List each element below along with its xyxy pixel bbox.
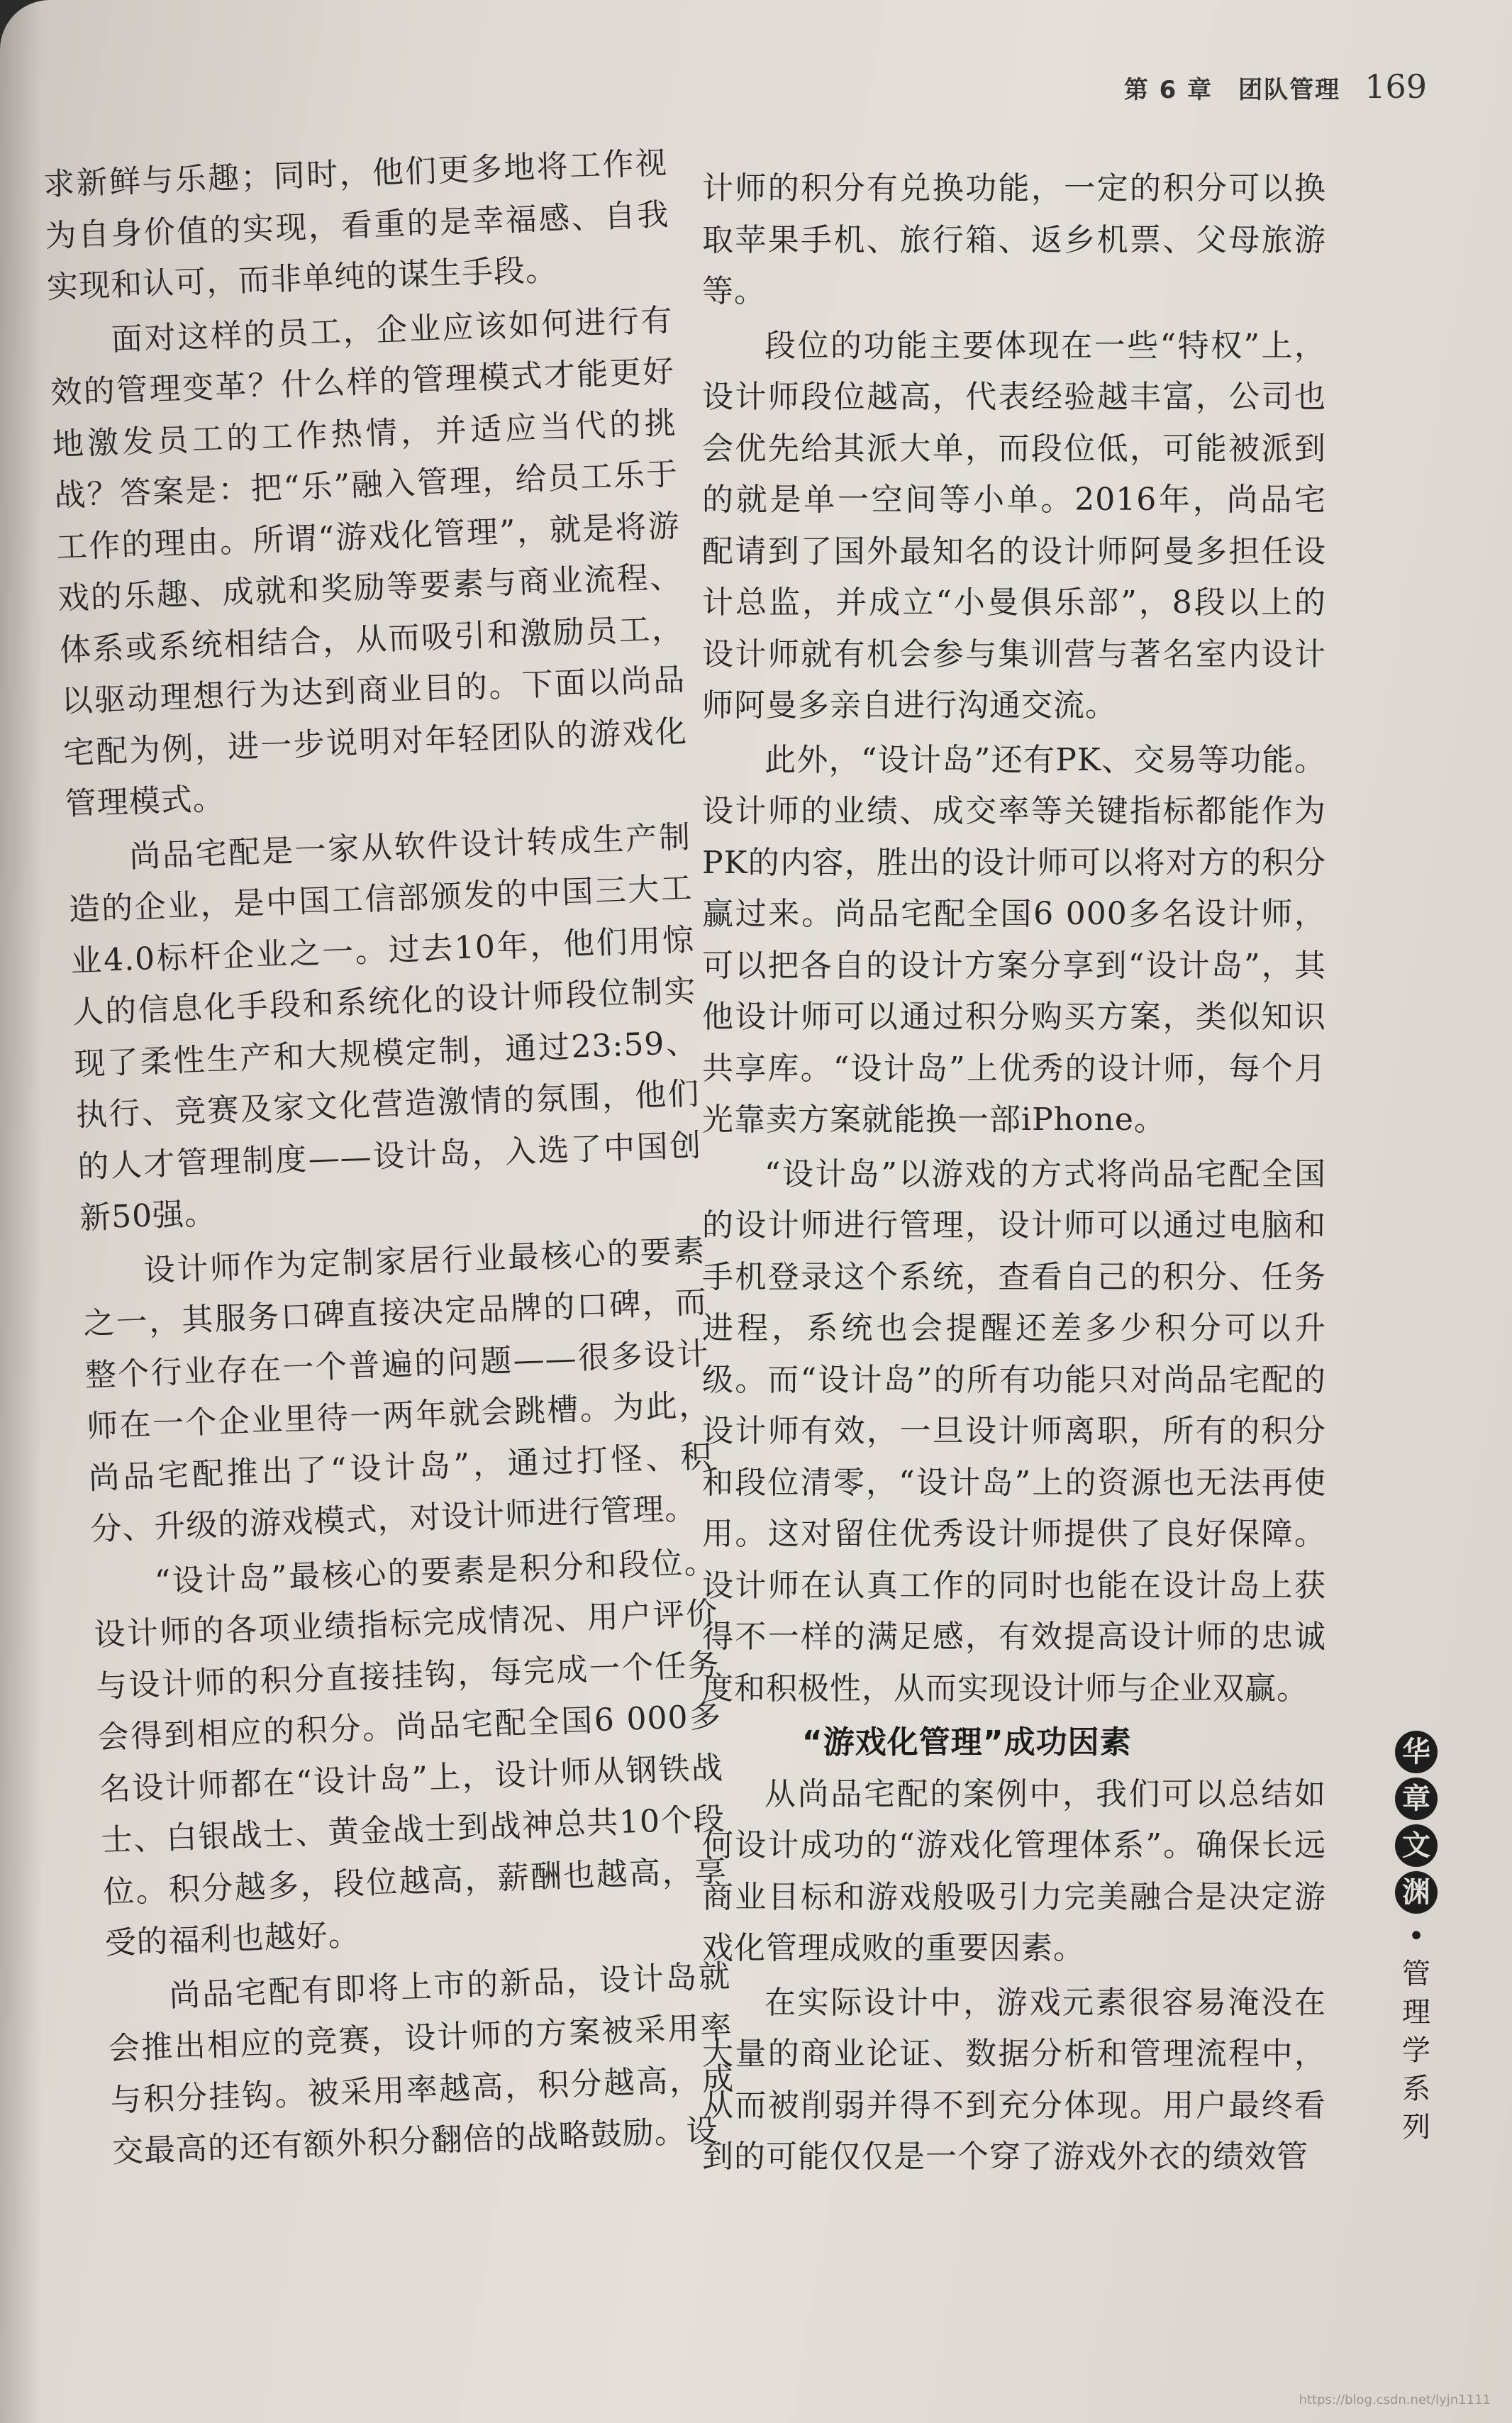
left-paragraph: 尚品宅配有即将上市的新品，设计岛就会推出相应的竞赛，设计师的方案被采用率与积分挂钩。被采用率越高，积分越高，成交最高的还有额外积分翻倍的战略鼓励。设 (108, 1958, 735, 2170)
series-name-char: 管 (1402, 1958, 1430, 1990)
left-paragraph: “设计岛”最核心的要素是积分和段位。设计师的各项业绩指标完成情况、用户评价与设计师的积分直接挂钩，每完成一个任务会得到相应的积分。尚品宅配全国6 000多名设计师都在“设计岛”上，设计师从钢铁战士、白银战士、黄金战士到战神总共10个段位。积分越多，段位越高，薪酬也越高，享受的福利也越好。 (93, 1543, 728, 1962)
left-paragraph: 设计师作为定制家居行业最核心的要素之一，其服务口碑直接决定品牌的口碑，而整个行业存在一个普遍的问题——很多设计师在一个企业里待一两年就会跳槽。为此，尚品宅配推出了“设计岛”，通过打怪、积分、升级的游戏模式，对设计师进行管理。 (82, 1232, 713, 1548)
right-column (702, 163, 1326, 2186)
page-curve-shadow (0, 0, 43, 2423)
brand-char: 渊 (1395, 1871, 1438, 1914)
chapter-title: 第 6 章 团队管理 (1123, 76, 1341, 104)
section-heading: “游戏化管理”成功因素 (801, 1724, 1132, 1761)
series-name-char: 理 (1402, 1996, 1430, 2029)
brand-char: 华 (1395, 1731, 1438, 1773)
series-name-char: 系 (1402, 2073, 1430, 2105)
right-paragraph: “设计岛”以游戏的方式将尚品宅配全国的设计师进行管理，设计师可以通过电脑和手机登录这个系统，查看自己的积分、任务进程，系统也会提醒还差多少积分可以升级。而“设计岛”的所有功能只对尚品宅配的设计师有效，一旦设计师离职，所有的积分和段位清零，“设计岛”上的资源也无法再使用。这对留住优秀设计师提供了良好保障。设计师在认真工作的同时也能在设计岛上获得不一样的满足感，有效提高设计师的忠诚度和积极性，从而实现设计师与企业双赢。 (702, 1155, 1326, 1707)
series-sidebar (1391, 1731, 1441, 2146)
left-paragraph: 求新鲜与乐趣；同时，他们更多地将工作视为自身价值的实现，看重的是幸福感、自我实现和认可，而非单纯的谋生手段。 (43, 145, 670, 306)
right-paragraph: 段位的功能主要体现在一些“特权”上，设计师段位越高，代表经验越丰富，公司也会优先给其派大单，而段位低，可能被派到的就是单一空间等小单。2016年，尚品宅配请到了国外最知名的设计师阿曼多担任设计总监，并成立“小曼俱乐部”，8段以上的设计师就有机会参与集训营与著名室内设计师阿曼多亲自进行沟通交流。 (702, 327, 1326, 723)
series-name-char: 学 (1402, 2034, 1430, 2067)
page-number: 169 (1364, 67, 1427, 106)
series-name-char: 列 (1402, 2111, 1430, 2144)
left-column (43, 138, 737, 2180)
left-paragraph: 尚品宅配是一家从软件设计转成生产制造的企业，是中国工信部颁发的中国三大工业4.0标杆企业之一。过去10年，他们用惊人的信息化手段和系统化的设计师段位制实现了柔性生产和大规模定制，通过23:59、执行、竞赛及家文化营造激情的氛围，他们的人才管理制度——设计岛，入选了中国创新50强。 (68, 819, 702, 1237)
right-paragraph: 在实际设计中，游戏元素很容易淹没在大量的商业论证、数据分析和管理流程中，从而被削弱并得不到充分体现。用户最终看到的可能仅仅是一个穿了游戏外衣的绩效管 (702, 1984, 1326, 2175)
brand-char: 文 (1395, 1824, 1438, 1867)
right-paragraph: 此外，“设计岛”还有PK、交易等功能。设计师的业绩、成交率等关键指标都能作为PK的内容，胜出的设计师可以将对方的积分赢过来。尚品宅配全国6 000多名设计师，可以把各自的设计方案分享到“设计岛”，其他设计师可以通过积分购买方案，类似知识共享库。“设计岛”上优秀的设计师，每个月光靠卖方案就能换一部iPhone。 (702, 741, 1326, 1138)
right-paragraph: 计师的积分有兑换功能，一定的积分可以换取苹果手机、旅行箱、返乡机票、父母旅游等。 (702, 170, 1326, 309)
brand-char: 章 (1395, 1778, 1438, 1820)
left-paragraph: 面对这样的员工，企业应该如何进行有效的管理变革？什么样的管理模式才能更好地激发员工的工作热情，并适应当代的挑战？答案是：把“乐”融入管理，给员工乐于工作的理由。所谓“游戏化管理”，就是将游戏的乐趣、成就和奖励等要素与商业流程、体系或系统相结合，从而吸引和激励员工，以驱动理想行为达到商业目的。下面以尚品宅配为例，进一步说明对年轻团队的游戏化管理模式。 (50, 301, 688, 823)
running-header (1124, 67, 1427, 106)
right-paragraph: 从尚品宅配的案例中，我们可以总结如何设计成功的“游戏化管理体系”。确保长远商业目标和游戏般吸引力完美融合是决定游戏化管理成败的重要因素。 (702, 1775, 1326, 1966)
watermark: https://blog.csdn.net/lyjn1111 (1299, 2392, 1491, 2407)
separator-dot: • (1408, 1920, 1425, 1953)
